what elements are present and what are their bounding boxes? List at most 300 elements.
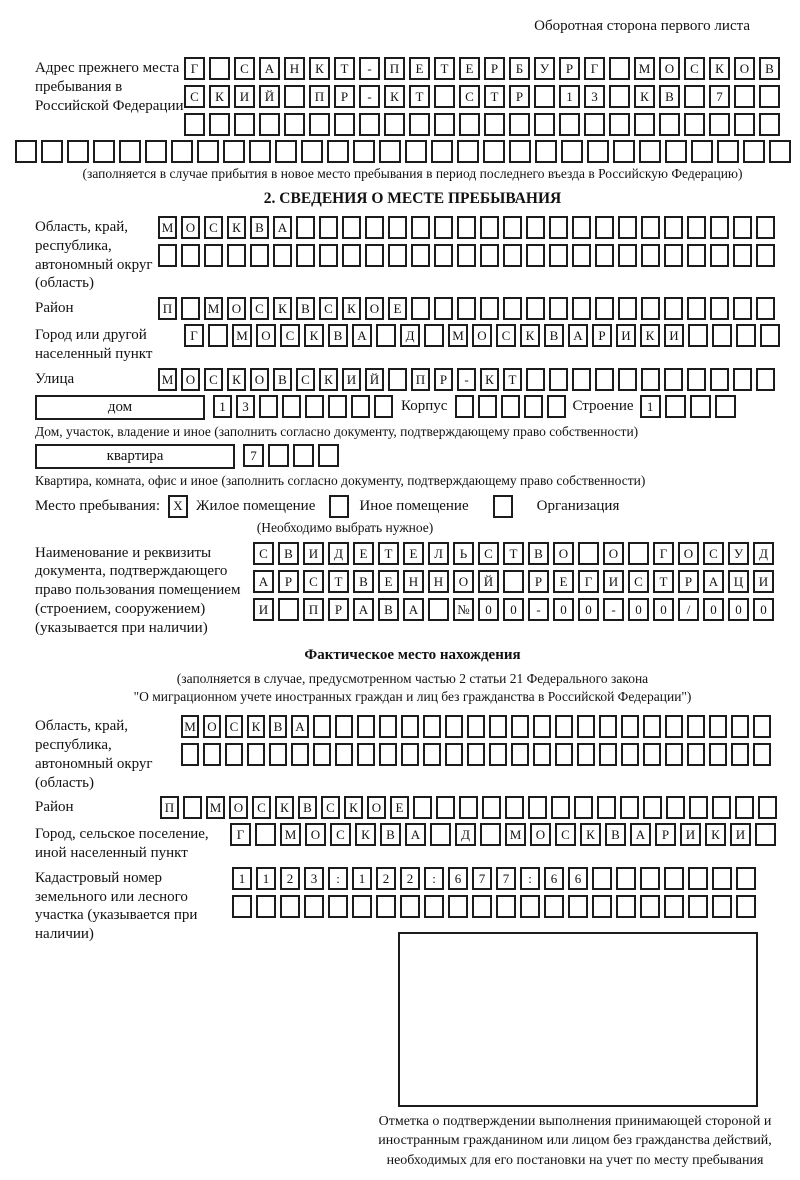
confirmation-stamp-box[interactable] <box>398 932 758 1107</box>
char-cell[interactable] <box>282 395 301 418</box>
char-cell[interactable]: К <box>520 324 540 347</box>
char-cell[interactable]: М <box>158 216 177 239</box>
char-cell[interactable] <box>618 216 637 239</box>
char-cell[interactable] <box>209 57 230 80</box>
char-cell[interactable]: - <box>528 598 549 621</box>
char-cell[interactable]: Е <box>378 570 399 593</box>
char-cell[interactable] <box>643 715 661 738</box>
char-cell[interactable] <box>599 743 617 766</box>
char-cell[interactable] <box>256 895 276 918</box>
char-cell[interactable] <box>319 216 338 239</box>
char-cell[interactable]: О <box>256 324 276 347</box>
char-cell[interactable] <box>613 140 635 163</box>
char-cell[interactable]: Т <box>334 57 355 80</box>
char-cell[interactable]: Р <box>509 85 530 108</box>
char-cell[interactable]: М <box>505 823 526 846</box>
char-cell[interactable]: Д <box>328 542 349 565</box>
char-cell[interactable] <box>41 140 63 163</box>
char-cell[interactable] <box>621 743 639 766</box>
char-cell[interactable] <box>480 823 501 846</box>
char-cell[interactable] <box>434 113 455 136</box>
char-cell[interactable] <box>577 715 595 738</box>
char-cell[interactable]: К <box>247 715 265 738</box>
char-cell[interactable]: А <box>405 823 426 846</box>
char-cell[interactable] <box>223 140 245 163</box>
char-cell[interactable]: О <box>367 796 386 819</box>
char-cell[interactable] <box>304 895 324 918</box>
char-cell[interactable]: В <box>278 542 299 565</box>
char-cell[interactable] <box>689 796 708 819</box>
char-cell[interactable] <box>595 297 614 320</box>
char-cell[interactable]: 3 <box>304 867 324 890</box>
char-cell[interactable]: О <box>530 823 551 846</box>
apartment-type-box[interactable]: квартира <box>35 444 235 469</box>
char-cell[interactable]: Й <box>365 368 384 391</box>
char-cell[interactable] <box>328 395 347 418</box>
char-cell[interactable]: О <box>678 542 699 565</box>
char-cell[interactable] <box>559 113 580 136</box>
char-cell[interactable] <box>457 244 476 267</box>
char-cell[interactable] <box>184 113 205 136</box>
char-cell[interactable]: Р <box>528 570 549 593</box>
char-cell[interactable]: Р <box>334 85 355 108</box>
char-cell[interactable]: Г <box>653 542 674 565</box>
char-cell[interactable] <box>328 895 348 918</box>
char-cell[interactable]: А <box>253 570 274 593</box>
char-cell[interactable]: В <box>378 598 399 621</box>
char-cell[interactable] <box>715 395 736 418</box>
char-cell[interactable] <box>401 715 419 738</box>
char-cell[interactable]: О <box>603 542 624 565</box>
char-cell[interactable]: Р <box>434 368 453 391</box>
char-cell[interactable] <box>687 368 706 391</box>
char-cell[interactable] <box>467 715 485 738</box>
char-cell[interactable] <box>15 140 37 163</box>
char-cell[interactable] <box>489 743 507 766</box>
char-cell[interactable]: В <box>269 715 287 738</box>
char-cell[interactable]: 0 <box>553 598 574 621</box>
char-cell[interactable] <box>342 216 361 239</box>
char-cell[interactable] <box>641 368 660 391</box>
char-cell[interactable]: 0 <box>753 598 774 621</box>
char-cell[interactable] <box>313 715 331 738</box>
char-cell[interactable] <box>665 715 683 738</box>
char-cell[interactable] <box>183 796 202 819</box>
char-cell[interactable]: В <box>353 570 374 593</box>
char-cell[interactable]: У <box>728 542 749 565</box>
char-cell[interactable]: С <box>703 542 724 565</box>
char-cell[interactable] <box>759 85 780 108</box>
char-cell[interactable] <box>555 743 573 766</box>
char-cell[interactable] <box>659 113 680 136</box>
char-cell[interactable] <box>430 823 451 846</box>
char-cell[interactable]: С <box>330 823 351 846</box>
char-cell[interactable] <box>710 216 729 239</box>
char-cell[interactable] <box>445 743 463 766</box>
char-cell[interactable] <box>687 216 706 239</box>
stay-type-checkbox-residential[interactable]: X <box>168 495 188 518</box>
char-cell[interactable]: А <box>291 715 309 738</box>
char-cell[interactable] <box>572 368 591 391</box>
char-cell[interactable] <box>584 113 605 136</box>
char-cell[interactable] <box>574 796 593 819</box>
char-cell[interactable] <box>769 140 791 163</box>
char-cell[interactable] <box>496 895 516 918</box>
char-cell[interactable]: С <box>555 823 576 846</box>
char-cell[interactable] <box>413 796 432 819</box>
char-cell[interactable]: К <box>209 85 230 108</box>
char-cell[interactable]: Е <box>459 57 480 80</box>
char-cell[interactable] <box>572 244 591 267</box>
char-cell[interactable]: 1 <box>559 85 580 108</box>
char-cell[interactable] <box>268 444 289 467</box>
char-cell[interactable] <box>709 113 730 136</box>
char-cell[interactable] <box>259 395 278 418</box>
char-cell[interactable] <box>181 743 199 766</box>
char-cell[interactable]: О <box>250 368 269 391</box>
char-cell[interactable] <box>255 823 276 846</box>
char-cell[interactable] <box>411 244 430 267</box>
char-cell[interactable]: Й <box>259 85 280 108</box>
char-cell[interactable]: М <box>206 796 225 819</box>
char-cell[interactable] <box>388 368 407 391</box>
char-cell[interactable] <box>250 244 269 267</box>
char-cell[interactable]: И <box>234 85 255 108</box>
char-cell[interactable] <box>482 796 501 819</box>
char-cell[interactable]: М <box>634 57 655 80</box>
char-cell[interactable]: С <box>204 368 223 391</box>
char-cell[interactable] <box>756 216 775 239</box>
char-cell[interactable] <box>688 867 708 890</box>
char-cell[interactable] <box>572 216 591 239</box>
char-cell[interactable] <box>455 395 474 418</box>
char-cell[interactable] <box>467 743 485 766</box>
char-cell[interactable]: : <box>424 867 444 890</box>
char-cell[interactable]: Т <box>484 85 505 108</box>
char-cell[interactable] <box>280 895 300 918</box>
char-cell[interactable]: И <box>753 570 774 593</box>
char-cell[interactable] <box>459 113 480 136</box>
char-cell[interactable]: Е <box>390 796 409 819</box>
char-cell[interactable] <box>526 216 545 239</box>
char-cell[interactable]: Н <box>284 57 305 80</box>
char-cell[interactable] <box>641 216 660 239</box>
char-cell[interactable] <box>535 140 557 163</box>
char-cell[interactable] <box>592 895 612 918</box>
char-cell[interactable]: Г <box>184 57 205 80</box>
char-cell[interactable] <box>733 297 752 320</box>
char-cell[interactable] <box>733 216 752 239</box>
char-cell[interactable] <box>171 140 193 163</box>
char-cell[interactable]: Т <box>434 57 455 80</box>
char-cell[interactable]: П <box>411 368 430 391</box>
char-cell[interactable] <box>405 140 427 163</box>
char-cell[interactable] <box>225 743 243 766</box>
char-cell[interactable] <box>227 244 246 267</box>
char-cell[interactable]: К <box>227 216 246 239</box>
char-cell[interactable]: В <box>296 297 315 320</box>
char-cell[interactable] <box>639 140 661 163</box>
char-cell[interactable] <box>734 113 755 136</box>
char-cell[interactable]: Л <box>428 542 449 565</box>
char-cell[interactable] <box>691 140 713 163</box>
char-cell[interactable] <box>597 796 616 819</box>
char-cell[interactable] <box>733 368 752 391</box>
char-cell[interactable]: Е <box>388 297 407 320</box>
char-cell[interactable] <box>197 140 219 163</box>
stay-type-checkbox-organization[interactable] <box>493 495 513 518</box>
char-cell[interactable] <box>434 297 453 320</box>
char-cell[interactable] <box>93 140 115 163</box>
char-cell[interactable] <box>203 743 221 766</box>
char-cell[interactable] <box>533 743 551 766</box>
char-cell[interactable] <box>327 140 349 163</box>
char-cell[interactable] <box>533 715 551 738</box>
char-cell[interactable]: У <box>534 57 555 80</box>
char-cell[interactable]: М <box>181 715 199 738</box>
char-cell[interactable]: И <box>603 570 624 593</box>
char-cell[interactable]: О <box>453 570 474 593</box>
char-cell[interactable]: Т <box>503 542 524 565</box>
char-cell[interactable] <box>208 324 228 347</box>
char-cell[interactable]: С <box>225 715 243 738</box>
char-cell[interactable]: И <box>680 823 701 846</box>
char-cell[interactable] <box>434 216 453 239</box>
char-cell[interactable]: Д <box>455 823 476 846</box>
char-cell[interactable] <box>731 715 749 738</box>
char-cell[interactable] <box>524 395 543 418</box>
char-cell[interactable]: 7 <box>243 444 264 467</box>
char-cell[interactable]: Г <box>578 570 599 593</box>
char-cell[interactable] <box>291 743 309 766</box>
char-cell[interactable]: М <box>232 324 252 347</box>
char-cell[interactable] <box>436 796 455 819</box>
char-cell[interactable] <box>145 140 167 163</box>
char-cell[interactable]: К <box>709 57 730 80</box>
char-cell[interactable] <box>365 216 384 239</box>
char-cell[interactable] <box>736 867 756 890</box>
char-cell[interactable]: Н <box>403 570 424 593</box>
char-cell[interactable]: 3 <box>584 85 605 108</box>
char-cell[interactable] <box>710 244 729 267</box>
char-cell[interactable]: О <box>229 796 248 819</box>
char-cell[interactable] <box>503 570 524 593</box>
char-cell[interactable]: В <box>528 542 549 565</box>
char-cell[interactable] <box>544 895 564 918</box>
char-cell[interactable] <box>434 244 453 267</box>
char-cell[interactable]: Ц <box>728 570 749 593</box>
char-cell[interactable] <box>736 895 756 918</box>
char-cell[interactable] <box>483 140 505 163</box>
char-cell[interactable]: О <box>227 297 246 320</box>
char-cell[interactable] <box>480 216 499 239</box>
char-cell[interactable]: Т <box>328 570 349 593</box>
char-cell[interactable] <box>318 444 339 467</box>
char-cell[interactable]: О <box>181 216 200 239</box>
char-cell[interactable]: К <box>355 823 376 846</box>
char-cell[interactable] <box>756 368 775 391</box>
char-cell[interactable]: К <box>273 297 292 320</box>
char-cell[interactable] <box>313 743 331 766</box>
char-cell[interactable]: С <box>250 297 269 320</box>
char-cell[interactable] <box>756 244 775 267</box>
char-cell[interactable] <box>342 244 361 267</box>
char-cell[interactable]: О <box>181 368 200 391</box>
char-cell[interactable] <box>478 395 497 418</box>
char-cell[interactable] <box>296 244 315 267</box>
char-cell[interactable] <box>595 216 614 239</box>
stay-type-checkbox-other-premises[interactable] <box>329 495 349 518</box>
char-cell[interactable] <box>400 895 420 918</box>
char-cell[interactable]: - <box>359 85 380 108</box>
char-cell[interactable]: 2 <box>280 867 300 890</box>
char-cell[interactable]: К <box>384 85 405 108</box>
char-cell[interactable] <box>259 113 280 136</box>
char-cell[interactable]: С <box>252 796 271 819</box>
char-cell[interactable] <box>687 297 706 320</box>
char-cell[interactable] <box>759 113 780 136</box>
char-cell[interactable]: Г <box>230 823 251 846</box>
char-cell[interactable]: К <box>344 796 363 819</box>
char-cell[interactable] <box>643 743 661 766</box>
char-cell[interactable]: И <box>253 598 274 621</box>
char-cell[interactable] <box>534 85 555 108</box>
char-cell[interactable] <box>269 743 287 766</box>
char-cell[interactable]: О <box>553 542 574 565</box>
char-cell[interactable]: Б <box>509 57 530 80</box>
char-cell[interactable] <box>734 85 755 108</box>
char-cell[interactable] <box>609 57 630 80</box>
char-cell[interactable]: В <box>759 57 780 80</box>
char-cell[interactable]: А <box>568 324 588 347</box>
char-cell[interactable]: 7 <box>496 867 516 890</box>
char-cell[interactable] <box>357 743 375 766</box>
char-cell[interactable]: Т <box>653 570 674 593</box>
char-cell[interactable] <box>284 113 305 136</box>
char-cell[interactable]: В <box>328 324 348 347</box>
char-cell[interactable] <box>687 715 705 738</box>
char-cell[interactable]: 6 <box>544 867 564 890</box>
char-cell[interactable] <box>379 715 397 738</box>
char-cell[interactable] <box>351 395 370 418</box>
char-cell[interactable]: 0 <box>653 598 674 621</box>
char-cell[interactable] <box>379 140 401 163</box>
char-cell[interactable] <box>709 715 727 738</box>
char-cell[interactable]: Р <box>278 570 299 593</box>
char-cell[interactable] <box>335 715 353 738</box>
char-cell[interactable] <box>457 140 479 163</box>
char-cell[interactable] <box>710 368 729 391</box>
char-cell[interactable] <box>712 324 732 347</box>
char-cell[interactable] <box>592 867 612 890</box>
char-cell[interactable]: В <box>380 823 401 846</box>
char-cell[interactable] <box>448 895 468 918</box>
char-cell[interactable] <box>424 895 444 918</box>
char-cell[interactable] <box>423 715 441 738</box>
char-cell[interactable]: Е <box>409 57 430 80</box>
char-cell[interactable]: 0 <box>728 598 749 621</box>
char-cell[interactable] <box>572 297 591 320</box>
char-cell[interactable]: Д <box>400 324 420 347</box>
char-cell[interactable] <box>709 743 727 766</box>
char-cell[interactable] <box>305 395 324 418</box>
char-cell[interactable]: С <box>280 324 300 347</box>
char-cell[interactable]: 0 <box>703 598 724 621</box>
char-cell[interactable]: К <box>304 324 324 347</box>
char-cell[interactable] <box>374 395 393 418</box>
char-cell[interactable] <box>587 140 609 163</box>
char-cell[interactable]: С <box>628 570 649 593</box>
char-cell[interactable] <box>555 715 573 738</box>
char-cell[interactable]: 1 <box>232 867 252 890</box>
char-cell[interactable]: В <box>544 324 564 347</box>
char-cell[interactable] <box>616 895 636 918</box>
char-cell[interactable] <box>357 715 375 738</box>
char-cell[interactable] <box>618 244 637 267</box>
char-cell[interactable] <box>684 85 705 108</box>
char-cell[interactable] <box>609 85 630 108</box>
char-cell[interactable] <box>365 244 384 267</box>
char-cell[interactable] <box>457 216 476 239</box>
char-cell[interactable] <box>67 140 89 163</box>
char-cell[interactable] <box>388 244 407 267</box>
char-cell[interactable] <box>484 113 505 136</box>
char-cell[interactable]: 1 <box>352 867 372 890</box>
char-cell[interactable] <box>753 715 771 738</box>
char-cell[interactable] <box>480 297 499 320</box>
char-cell[interactable] <box>232 895 252 918</box>
char-cell[interactable] <box>275 140 297 163</box>
char-cell[interactable] <box>472 895 492 918</box>
char-cell[interactable]: А <box>352 324 372 347</box>
char-cell[interactable] <box>388 216 407 239</box>
char-cell[interactable] <box>428 598 449 621</box>
char-cell[interactable]: 1 <box>256 867 276 890</box>
char-cell[interactable] <box>688 895 708 918</box>
char-cell[interactable] <box>578 542 599 565</box>
char-cell[interactable] <box>599 715 617 738</box>
char-cell[interactable]: С <box>684 57 705 80</box>
char-cell[interactable]: С <box>321 796 340 819</box>
char-cell[interactable]: С <box>184 85 205 108</box>
char-cell[interactable]: 7 <box>472 867 492 890</box>
char-cell[interactable] <box>401 743 419 766</box>
char-cell[interactable]: 0 <box>578 598 599 621</box>
char-cell[interactable]: О <box>659 57 680 80</box>
char-cell[interactable]: В <box>298 796 317 819</box>
char-cell[interactable] <box>735 796 754 819</box>
char-cell[interactable] <box>424 324 444 347</box>
char-cell[interactable] <box>577 743 595 766</box>
char-cell[interactable]: И <box>730 823 751 846</box>
char-cell[interactable]: М <box>280 823 301 846</box>
char-cell[interactable]: Р <box>592 324 612 347</box>
char-cell[interactable] <box>526 368 545 391</box>
char-cell[interactable] <box>511 743 529 766</box>
char-cell[interactable]: 3 <box>236 395 255 418</box>
char-cell[interactable]: 1 <box>213 395 232 418</box>
char-cell[interactable]: А <box>630 823 651 846</box>
char-cell[interactable] <box>665 140 687 163</box>
char-cell[interactable] <box>376 895 396 918</box>
char-cell[interactable]: 1 <box>640 395 661 418</box>
char-cell[interactable]: К <box>480 368 499 391</box>
char-cell[interactable]: - <box>457 368 476 391</box>
char-cell[interactable]: С <box>303 570 324 593</box>
char-cell[interactable]: 2 <box>400 867 420 890</box>
char-cell[interactable]: С <box>234 57 255 80</box>
char-cell[interactable] <box>335 743 353 766</box>
